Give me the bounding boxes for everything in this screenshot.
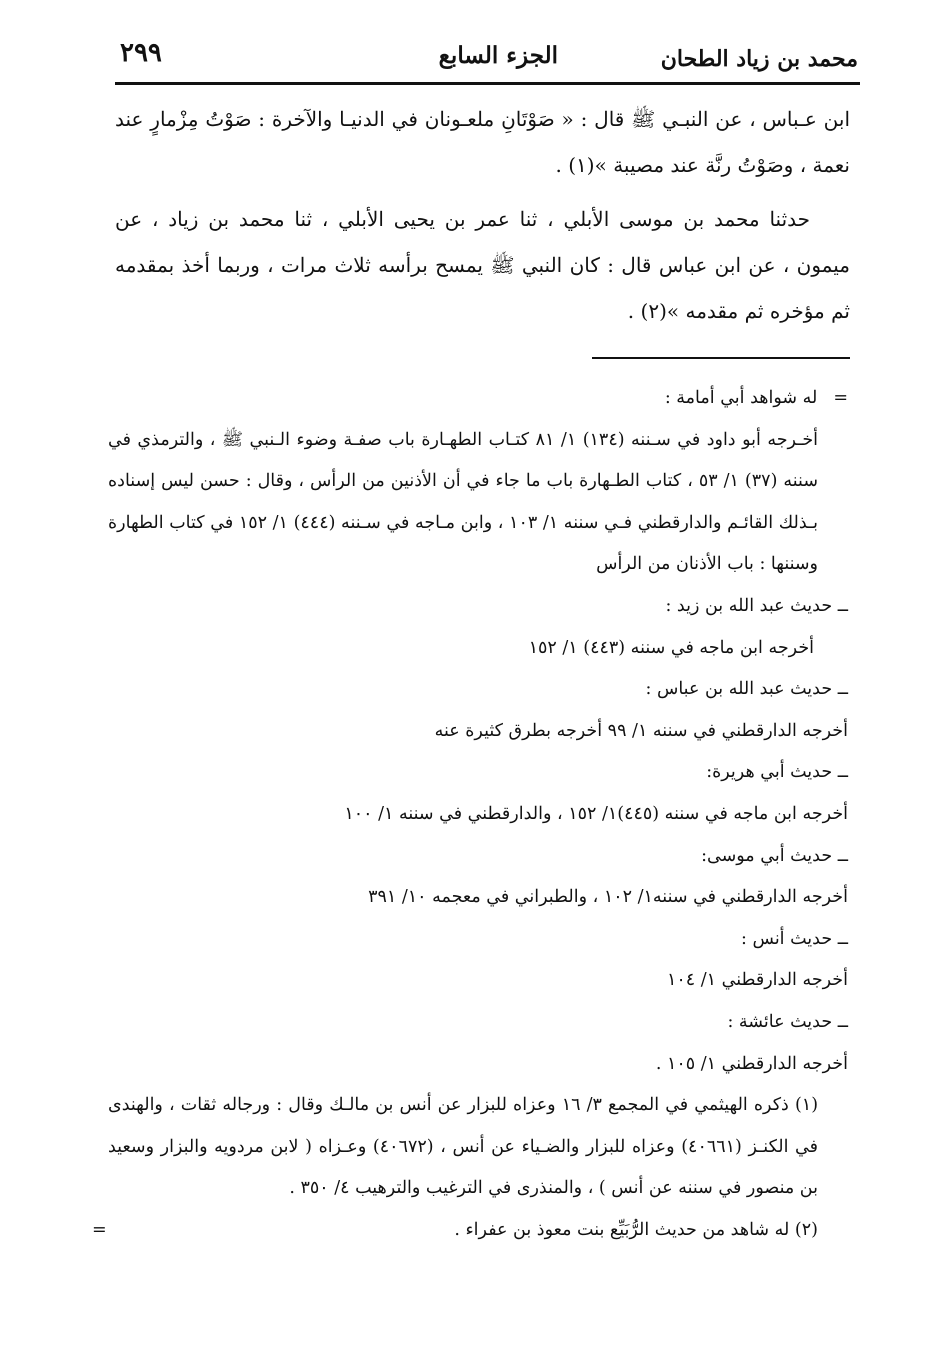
hadith-paragraph-1: ابن عـباس ، عن النبـي ﷺ قال : « صَوْتَانِ ملعـونان في الدنيـا والآخرة : صَوْتُ مِزْمارٍ عند نعمة ، وصَوْتُ رنَّة عند مصيبة »(١) .	[115, 107, 850, 177]
footnote-continuation-heading	[108, 378, 848, 420]
footnote-paragraph: أخـرجه أبو داود في سـننه (١٣٤) ١/ ٨١ كتـاب الطهـارة باب صفـة وضوء الـنبي ﷺ ، والترمذي في سننه (٣٧) ١/ ٥٣ ، كتاب الطـهارة باب ما جاء في أن الأذنين من الرأس ، وقال : حسن ليس إسناده بـذلك القائـم والدارقطني فـي سننه ١/ ١٠٣ ، وابن مـاجه في سـننه (٤٤٤) ١/ ١٥٢ في كتاب الطهارة وسننها : باب الأذنان من الرأس	[108, 429, 818, 575]
footnote-1: (١) ذكره الهيثمي في المجمع ٣/ ١٦ وعزاه للبزار عن أنس بن مالـك وقال : ورجاله ثقات ، والهندى في الكنـز (٤٠٦٦١) وعزاه للبزار والضـياء عن أنس ، (٤٠٦٧٢) وعـزاه ( لابن مردويه والبزار وسعيد بن منصور في سننه عن أنس ) ، والمنذرى في الترغيب والترهيب ٤/ ٣٥٠ .	[108, 1095, 819, 1199]
footnote-line: أخرجه الدارقطني في سننه ١/ ٩٩ أخرجه بطرق كثيرة عنه	[434, 720, 848, 741]
page-number: ٢٩٩	[120, 38, 162, 68]
footnote-2-text: (٢) له شاهد من حديث الرُّبَيِّع بنت معوذ بن عفراء .	[454, 1219, 818, 1240]
footnote-line: ــ حديث أبي موسى:	[701, 845, 848, 866]
footnote-line: أخرجه الدارقطني ١/ ١٠٥ .	[655, 1053, 848, 1074]
footnote-line: ــ حديث أنس :	[741, 928, 848, 949]
footnote-line: ــ حديث أبي هريرة:	[706, 762, 848, 783]
footnote-2	[92, 1210, 848, 1252]
footnote-line: أخرجه ابن ماجه في سننه (٤٤٥)١/ ١٥٢ ، والدارقطني في سننه ١/ ١٠٠	[344, 803, 848, 824]
footnote-line: ــ حديث عبد الله بن زيد :	[665, 595, 848, 616]
hadith-paragraph-2: حدثنا محمد بن موسى الأبلي ، ثنا عمر بن يحيى الأبلي ، ثنا محمد بن زياد ، عن ميمون ، عن ابن عباس قال : كان النبي ﷺ يمسح برأسه ثلاث مرات ، وربما أخذ بمقدمه ثم مؤخره ثم مقدمه »(٢) .	[115, 207, 850, 323]
footnote-line: له شواهد أبي أمامة :	[664, 388, 818, 408]
footnote-divider	[592, 357, 850, 359]
running-head-volume: الجزء السابع	[438, 42, 558, 69]
header-rule	[115, 82, 860, 85]
page-header	[110, 38, 858, 78]
continuation-marker: =	[92, 1219, 107, 1240]
footnote-line: أخرجه الدارقطني في سننه١/ ١٠٢ ، والطبراني في معجمه ١٠/ ٣٩١	[368, 887, 848, 908]
footnote-line: أخرجه ابن ماجه في سننه (٤٤٣) ١/ ١٥٢	[528, 637, 814, 658]
footnotes	[92, 378, 848, 1251]
continuation-marker: =	[833, 388, 848, 408]
running-head-author: محمد بن زياد الطحان	[660, 46, 858, 72]
main-text	[115, 96, 850, 334]
footnote-line: ــ حديث عائشة :	[727, 1011, 848, 1032]
footnote-line: أخرجه الدارقطني ١/ ١٠٤	[666, 970, 848, 991]
footnote-line: ــ حديث عبد الله بن عباس :	[645, 679, 848, 700]
